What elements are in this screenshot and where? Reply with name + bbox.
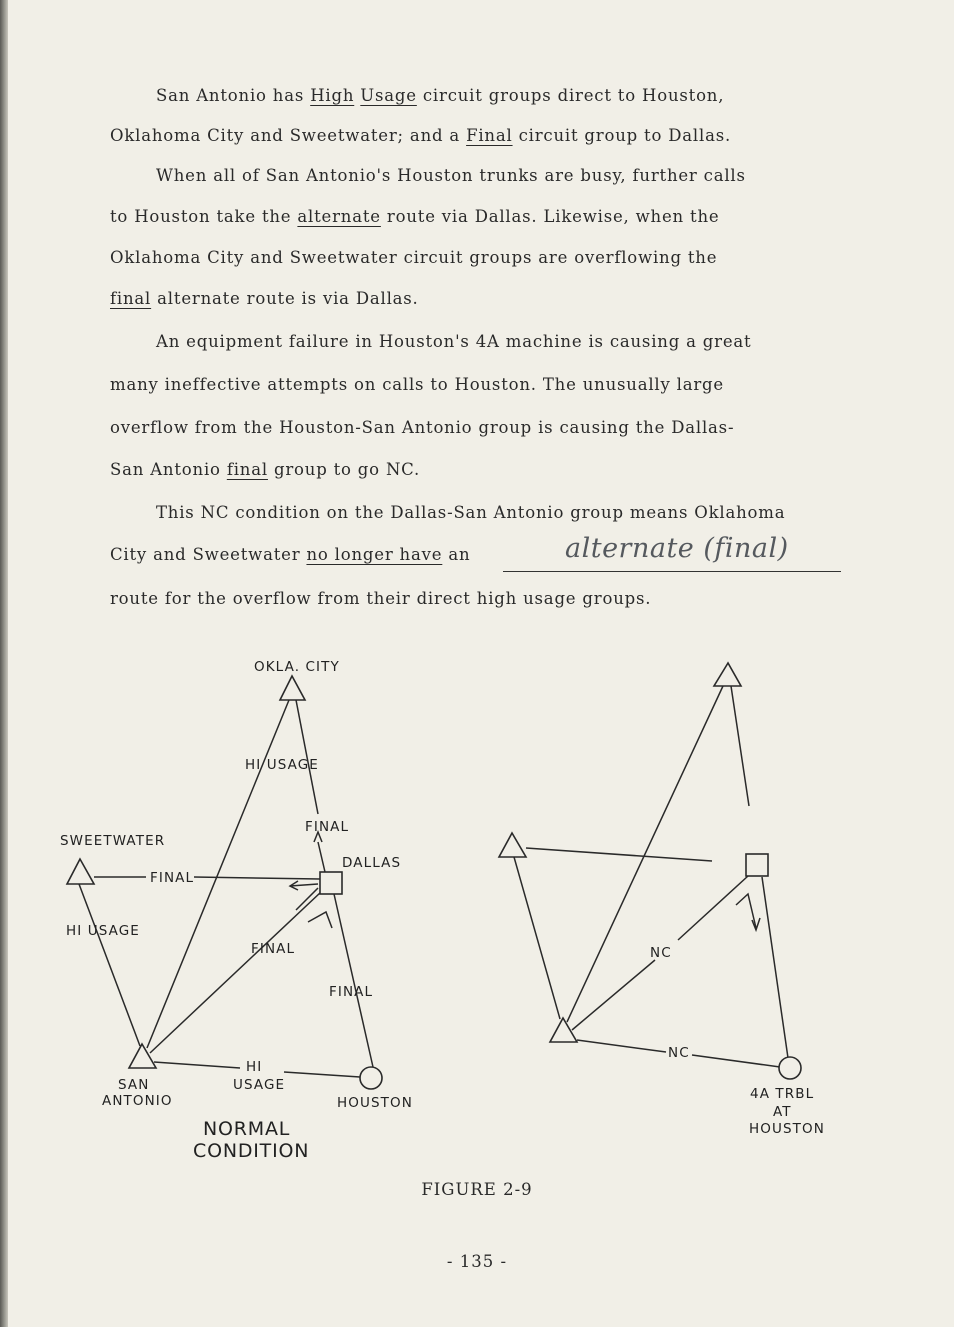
underlined-term: Final — [466, 126, 513, 145]
label-okla-city: OKLA. CITY — [254, 659, 340, 675]
label-houston-2: HOUSTON — [749, 1121, 825, 1137]
text-line: When all of San Antonio's Houston trunks are busy, further calls — [156, 166, 746, 185]
label-hi-usage: HI USAGE — [66, 923, 140, 939]
text-line: Oklahoma City and Sweetwater circuit groups are overflowing the — [110, 248, 718, 267]
figure-diagram — [0, 640, 954, 1170]
normal-condition-nodes — [67, 676, 382, 1089]
link-dallas-houston — [334, 894, 373, 1067]
link-sanantonio-houston-a — [154, 1062, 240, 1068]
trouble-condition-labels — [650, 945, 825, 1137]
text: San Antonio has — [156, 86, 311, 105]
link-sweet-dallas-b — [194, 877, 320, 879]
okla-city-node-icon — [280, 676, 305, 700]
trouble-condition-nodes — [499, 663, 801, 1079]
label-final: FINAL — [251, 941, 296, 957]
houston-node-icon — [360, 1067, 382, 1089]
text-line — [110, 289, 419, 308]
underlined-term: final — [226, 460, 268, 479]
text-line: An equipment failure in Houston's 4A machine is causing a great — [156, 332, 752, 351]
text-line: many ineffective attempts on calls to Houston. The unusually large — [110, 375, 724, 394]
label-nc: NC — [650, 945, 672, 961]
text: circuit groups direct to Houston, — [416, 86, 725, 105]
label-antonio: ANTONIO — [102, 1093, 173, 1109]
link-sanantonio-houston-nc-a — [577, 1040, 666, 1052]
text-line — [110, 533, 850, 575]
underlined-term: alternate — [297, 207, 381, 226]
label-final: FINAL — [329, 984, 374, 1000]
label-san: SAN — [118, 1077, 150, 1093]
link-sanantonio-houston-nc-b — [692, 1055, 780, 1067]
label-final: FINAL — [150, 870, 195, 886]
link-sweet-sanantonio-2 — [514, 857, 560, 1019]
label-houston: HOUSTON — [337, 1095, 413, 1111]
text: circuit group to Dallas. — [512, 126, 732, 145]
link-dallas-houston-2 — [762, 877, 788, 1058]
handwritten-answer: alternate (final) — [565, 533, 789, 564]
link-okla-dallas-2 — [731, 686, 749, 806]
text: San Antonio — [110, 460, 227, 479]
san-antonio-node-icon — [129, 1044, 156, 1068]
okla-city-node-2-icon — [714, 663, 741, 686]
text-line — [110, 207, 719, 226]
houston-node-2-icon — [779, 1057, 801, 1079]
dallas-node-2-icon — [746, 854, 768, 876]
figure-caption: FIGURE 2-9 — [421, 1180, 533, 1199]
sweetwater-node-2-icon — [499, 833, 526, 857]
underlined-term: Usage — [360, 86, 417, 105]
label-nc: NC — [668, 1045, 690, 1061]
text-line: overflow from the Houston-San Antonio group is causing the Dallas- — [110, 418, 735, 437]
label-sweetwater: SWEETWATER — [60, 833, 166, 849]
underlined-term: final — [110, 289, 152, 308]
link-okla-sanantonio-2 — [567, 686, 723, 1022]
label-usage: USAGE — [233, 1077, 286, 1093]
label-4a-trbl: 4A TRBL — [750, 1086, 815, 1102]
label-final: FINAL — [305, 819, 350, 835]
text-line — [110, 126, 731, 145]
text-line: route for the overflow from their direct high usage groups. — [110, 589, 652, 608]
link-sanantonio-dallas — [150, 892, 321, 1053]
overflow-arrow-okla — [318, 842, 325, 872]
label-at: AT — [773, 1104, 792, 1120]
text-line: This NC condition on the Dallas-San Antonio group means Oklahoma — [156, 503, 786, 522]
text-line — [156, 86, 724, 105]
text: alternate route is via Dallas. — [151, 289, 419, 308]
dallas-node-icon — [320, 872, 342, 894]
diagram-title-normal: NORMAL — [203, 1118, 291, 1140]
link-sanantonio-houston-b — [284, 1072, 360, 1077]
text: route via Dallas. Likewise, when the — [380, 207, 720, 226]
diagram-title-condition: CONDITION — [193, 1140, 310, 1162]
text-line — [110, 460, 420, 479]
overflow-arrow-sweet — [290, 884, 318, 886]
label-hi-usage: HI USAGE — [245, 757, 319, 773]
label-dallas: DALLAS — [342, 855, 402, 871]
text: an — [442, 545, 471, 564]
link-sanantonio-dallas-nc-b — [678, 876, 748, 940]
underlined-term: no longer have — [306, 545, 443, 564]
text: group to go NC. — [267, 460, 421, 479]
text: City and Sweetwater — [110, 545, 307, 564]
link-sanantonio-dallas-nc-a — [572, 960, 655, 1030]
normal-condition-labels — [60, 659, 413, 1162]
sweetwater-node-icon — [67, 859, 94, 884]
underlined-term: High — [310, 86, 355, 105]
text: Oklahoma City and Sweetwater; and a — [110, 126, 467, 145]
label-hi: HI — [246, 1059, 263, 1075]
overflow-arrow-san-2 — [308, 912, 332, 928]
link-sweet-dallas-2 — [526, 848, 712, 861]
overflow-arrow-san — [296, 888, 318, 910]
text: to Houston take the — [110, 207, 298, 226]
page-number: - 135 - — [446, 1252, 508, 1271]
link-sweet-sanantonio — [79, 884, 140, 1046]
overflow-arrow-head — [752, 918, 760, 930]
